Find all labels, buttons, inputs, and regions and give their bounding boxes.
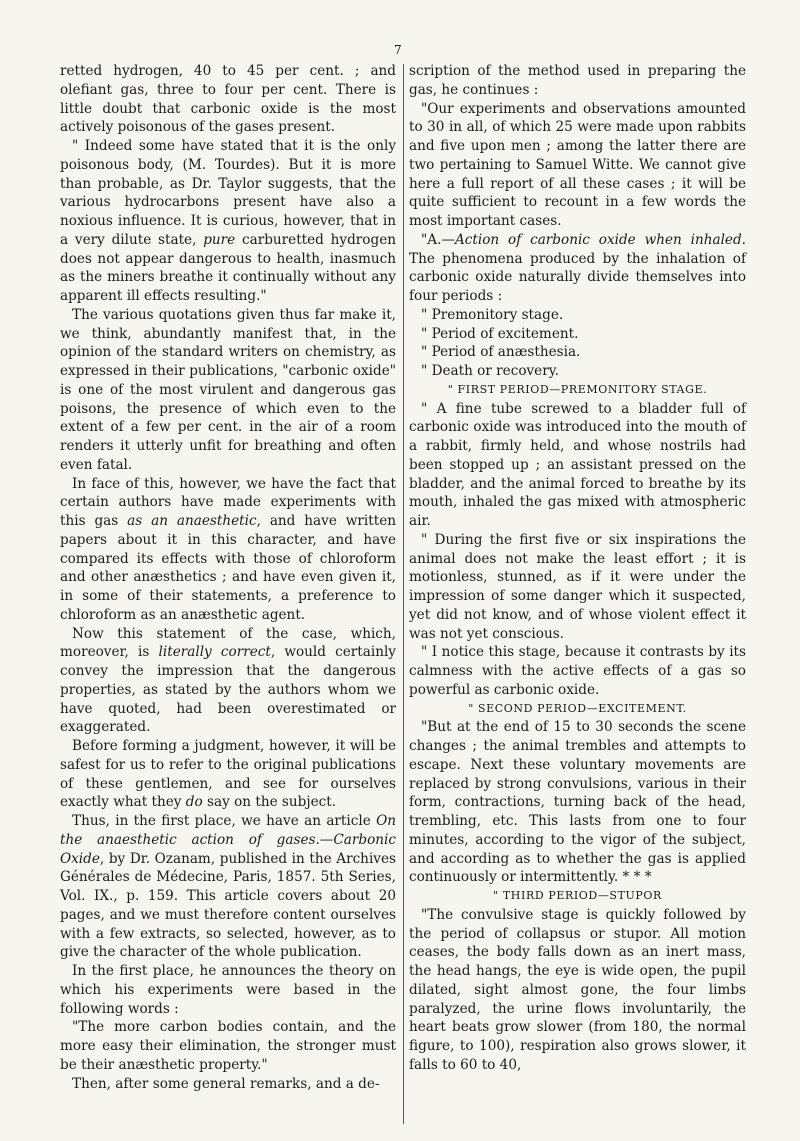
paragraph: "But at the end of 15 to 30 seconds the scene changes ; the animal trembles and attempts to escape. Next these voluntary movements are replaced by strong convulsions, various in their form, contractions, turning back of the head, trembling, etc. This lasts from one to four minutes, according to the vigor of the subject, and according as to whether the gas is applied continuously or intermittently. * * *	[409, 719, 746, 886]
list-item: " Period of anæsthesia.	[421, 344, 581, 361]
paragraph: " A fine tube screwed to a bladder full of carbonic oxide was introduced into the mouth of a rabbit, firmly held, and whose nostrils had been stopped up ; an assistant pressed on the bladder, and the animal forced to breathe by its mouth, inhaled the gas mixed with atmospheric air.	[409, 400, 746, 529]
section-heading: " SECOND PERIOD—EXCITEMENT.	[468, 701, 687, 715]
paragraph: Thus, in the first place, we have an article On the anaesthetic action of gases.—Carbonic Oxide, by Dr. Ozanam, published in the Archives Générales de Médecine, Paris, 1857. 5th Series, Vol. IX., p. 159. This article covers about 20 pages, and we must therefore content ourselves with a few extracts, so selected, however, as to give the character of the whole publication.	[60, 813, 396, 961]
paragraph: In face of this, however, we have the fact that certain authors have made experiments with this gas as an anaesthetic, and have written papers about it in this character, and have compared its effects with those of chloroform and other anæsthetics ; and have even given it, in some of their statements, a preference to chloroform as an anæsthetic agent.	[60, 475, 396, 623]
section-heading: " THIRD PERIOD—STUPOR	[493, 889, 662, 902]
paragraph: retted hydrogen, 40 to 45 per cent. ; and olefiant gas, three to four per cent. There is little doubt that carbonic oxide is the most actively poisonous of the gases present.	[60, 63, 396, 136]
paragraph: scription of the method used in preparing the gas, he continues :	[409, 63, 746, 98]
right-column	[409, 62, 746, 1075]
list-item: " Premonitory stage.	[421, 306, 564, 323]
paragraph: " During the first five or six inspirations the animal does not make the least effort ; it is motionless, stunned, as if it were under the impression of some danger which it suspected, yet did not know, and of whose violent effect it was not yet conscious.	[409, 531, 746, 642]
left-column	[60, 62, 396, 1093]
list-item: " Period of excitement.	[421, 325, 579, 342]
paragraph: " Indeed some have stated that it is the only poisonous body, (M. Tourdes). But it is more than probable, as Dr. Taylor suggests, that the various hydrocarbons present have also a noxious influence. It is curious, however, that in a very dilute state, pure carburetted hydrogen does not appear dangerous to health, inasmuch as the miners breathe it continually without any apparent ill effects resulting."	[60, 138, 396, 304]
paragraph: " I notice this stage, because it contrasts by its calmness with the active effects of a gas so powerful as carbonic oxide.	[409, 644, 746, 698]
paragraph: Before forming a judgment, however, it will be safest for us to refer to the original publications of these gentlemen, and see for ourselves exactly what they do say on the subject.	[60, 738, 396, 811]
paragraph: In the first place, he announces the theory on which his experiments were based in the following words :	[60, 963, 396, 1017]
page-marker: 7	[394, 43, 402, 57]
quotation: "The more carbon bodies contain, and the more easy their elimination, the stronger must be their anæsthetic property."	[60, 1019, 396, 1073]
paragraph: "Our experiments and observations amounted to 30 in all, of which 25 were made upon rabbits and five upon men ; among the latter there are two pertaining to Samuel Witte. We cannot give here a full report of all these cases ; it will be quite sufficient to recount in a few words the most important cases.	[409, 100, 746, 229]
paragraph: "A.—Action of carbonic oxide when inhaled. The phenomena produced by the inhalation of carbonic oxide naturally divide themselves into four periods :	[409, 231, 746, 304]
list-item: " Death or recovery.	[421, 363, 559, 379]
paragraph: Now this statement of the case, which, moreover, is literally correct, would certainly convey the impression that the dangerous properties, as stated by the authors whom we have quoted, had been overestimated or exaggerated.	[60, 625, 396, 736]
paragraph: The various quotations given thus far make it, we think, abundantly manifest that, in the opinion of the standard writers on chemistry, as expressed in their publications, "carbonic oxide" is one of the most virulent and dangerous gas poisons, the presence of which even to the extent of a few per cent. in the air of a room renders it utterly unfit for breathing and often even fatal.	[60, 306, 396, 473]
paragraph: Then, after some general remarks, and a de-	[72, 1075, 380, 1092]
section-heading: " FIRST PERIOD—PREMONITORY STAGE.	[447, 382, 708, 396]
paragraph: "The convulsive stage is quickly followed by the period of collapsus or stupor. All motion ceases, the body falls down as an inert mass, the head hangs, the eye is wide open, the pupil dilated, sight almost gone, the four limbs paralyzed, the urine flows involuntarily, the heart beats grow slower (from 180, the normal figure, to 100), respiration also grows slower, it falls to 60 to 40,	[409, 906, 746, 1073]
column-divider	[403, 64, 404, 1124]
